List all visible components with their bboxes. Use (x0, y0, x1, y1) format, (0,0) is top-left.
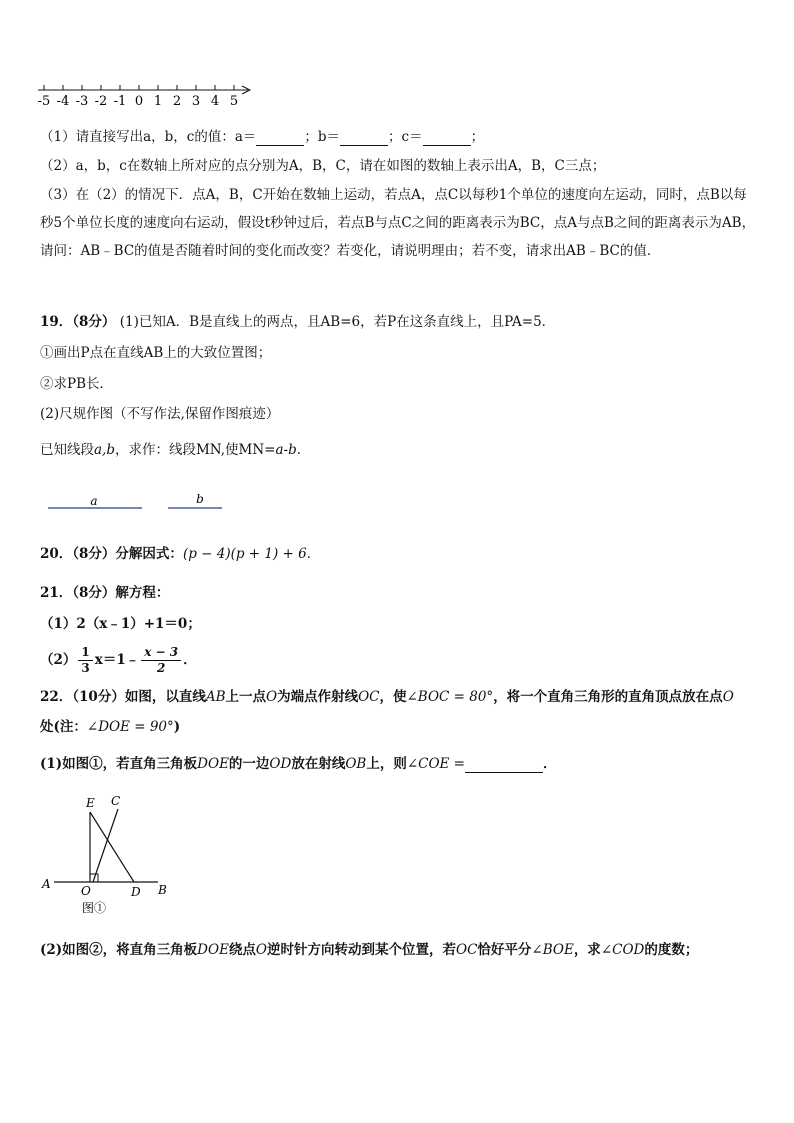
q19-given-end: ． (296, 442, 311, 458)
q22-p2-mid4: ，求 (573, 942, 601, 958)
q18-part1-end: ； (470, 129, 485, 145)
answer-blank-coe[interactable] (465, 758, 543, 773)
figure-1 (36, 790, 186, 920)
q22-note-prefix: 处(注： (40, 719, 87, 735)
q21-eq2 (40, 640, 760, 680)
q22-p2-boe: ∠BOE (531, 942, 574, 958)
number-line-tick-label: 4 (210, 94, 220, 109)
q21-heading: 21．（8分）解方程： (40, 585, 170, 601)
q22-p1-end: ． (543, 756, 557, 772)
q21-eq2-end: ． (183, 652, 197, 668)
q20 (40, 545, 760, 563)
number-line-tick-label: -3 (75, 94, 89, 109)
q22-p2-end: 的度数； (644, 942, 699, 958)
label-e: E (86, 796, 95, 810)
q20-heading: 20．（8分）分解因式： (40, 546, 183, 562)
q19-text: (1)已知A．B是直线上的两点，且AB=6，若P在这条直线上，且PA=5． (119, 314, 556, 330)
label-o: O (81, 884, 91, 898)
q22-boc: ∠BOC = 80° (406, 689, 494, 705)
fraction-numerator: 1 (78, 645, 92, 661)
ray-oc (93, 809, 118, 882)
number-line-tick-label: 3 (191, 94, 201, 109)
number-line-tick-label: 5 (229, 94, 239, 109)
segment-b-label: b (196, 492, 204, 506)
answer-blank-c[interactable] (423, 131, 471, 146)
q22-p2-cod: ∠COD (600, 942, 645, 958)
q22-t3: ，使 (379, 689, 407, 705)
number-line-tick-label: -2 (94, 94, 108, 109)
q22-heading (40, 688, 760, 706)
fraction-x-minus-3-over-2 (141, 645, 181, 676)
q22-p2-pre: (2)如图②，将直角三角板 (40, 942, 198, 958)
segment-a-label: a (90, 494, 98, 508)
number-line-tick-label: 0 (134, 94, 144, 109)
q19-segments (44, 488, 244, 514)
q22-oc: OC (358, 689, 380, 705)
q18-part1-a-label: （1）请直接写出a，b，c的值：a＝ (40, 129, 257, 145)
q22-o1: O (266, 689, 278, 705)
q22-p2-mid3: 恰好平分 (477, 942, 532, 958)
q19-given-expr: a-b (275, 442, 297, 458)
q19-given-ab: a,b (94, 442, 115, 458)
number-line-tick-label: -5 (37, 94, 51, 109)
number-line-ticks (38, 85, 238, 109)
q20-expression: (p − 4)(p + 1) + 6 (182, 546, 307, 562)
q20-end: ． (306, 546, 321, 562)
answer-blank-b[interactable] (340, 131, 388, 146)
q22-p1-pre: (1)如图①，若直角三角板 (40, 756, 198, 772)
q22-p2-doe: DOE (197, 942, 229, 958)
label-a: A (42, 877, 51, 891)
number-line-tick-label: -4 (56, 94, 70, 109)
q22-part1 (40, 755, 760, 773)
q22-p1-mid3: 上，则 (366, 756, 407, 772)
q22-t4: ，将一个直角三角形的直角顶点放在点 (493, 689, 723, 705)
fraction-one-third (78, 645, 92, 676)
q22-t1: 上一点 (225, 689, 266, 705)
q22-note-end: ) (173, 719, 181, 735)
q22-t2: 为端点作射线 (277, 689, 359, 705)
q21-eq2-prefix: （2） (40, 652, 77, 668)
q21-eq2-mid: x＝1﹣ (94, 652, 140, 668)
q22-p2-mid1: 绕点 (228, 942, 256, 958)
fraction-denominator: 2 (157, 661, 166, 675)
q22-p1-coe: ∠COE = (406, 756, 465, 772)
q22-note (40, 718, 760, 736)
q19-heading (40, 313, 760, 331)
number-line-tick-label: -1 (113, 94, 127, 109)
number-line-tick-label: 2 (172, 94, 182, 109)
q18-part1 (40, 128, 760, 146)
answer-blank-a[interactable] (256, 131, 304, 146)
q22-ab: AB (205, 689, 226, 705)
q22-o2: O (722, 689, 734, 705)
q18-part1-b-label: ；b＝ (304, 129, 341, 145)
q22-p1-mid2: 放在射线 (291, 756, 346, 772)
q19-sub1: ①画出P点在直线AB上的大致位置图； (40, 345, 272, 361)
q22-p2-o: O (255, 942, 267, 958)
q22-head: 22．（10分）如图，以直线 (40, 689, 206, 705)
q22-p2-mid2: 逆时针方向转动到某个位置，若 (267, 942, 456, 958)
figure-caption: 图① (82, 901, 107, 915)
fraction-numerator: x − 3 (141, 645, 181, 661)
label-b: B (158, 883, 167, 897)
q18-part1-c-label: ；c＝ (388, 129, 423, 145)
q19-given-mid: ，求作：线段MN,使MN= (114, 442, 276, 458)
q18-part3: （3）在（2）的情况下．点A，B，C开始在数轴上运动，若点A，点C以每秒1个单位的速度向左运动，同时，点B以每秒5个单位长度的速度向右运动，假设t秒钟过后，若点B与点C之间的距离表示为BC，点A与点B之间的距离表示为AB，请问：AB﹣BC的值是否随着时间的变化而改变？若变化，请说明理由；若不变，请求出AB﹣BC的值． (40, 187, 756, 259)
number-line-tick-label: 1 (153, 94, 163, 109)
q22-part2 (40, 941, 760, 959)
q19-given-prefix: 已知线段 (40, 442, 94, 458)
label-c: C (111, 794, 121, 808)
q22-p1-doe: DOE (197, 756, 229, 772)
q19-part2: (2)尺规作图（不写作法,保留作图痕迹） (40, 406, 280, 422)
q22-p1-ob: OB (345, 756, 367, 772)
q19-given (40, 441, 760, 459)
q22-p2-oc: OC (456, 942, 478, 958)
q19-sub2: ②求PB长． (40, 376, 114, 392)
fraction-denominator: 3 (81, 661, 90, 675)
label-d: D (131, 885, 141, 899)
q18-part2: （2）a，b，c在数轴上所对应的点分别为A，B，C，请在如图的数轴上表示出A，B，C三点； (40, 158, 606, 174)
q22-p1-mid1: 的一边 (228, 756, 270, 772)
q22-p1-od: OD (269, 756, 292, 772)
q21-eq1: （1）2（x﹣1）+1＝0； (40, 616, 201, 632)
q22-note-angle: ∠DOE = 90° (86, 719, 174, 735)
q19-number: 19．（8分） (40, 314, 116, 330)
number-line (36, 80, 258, 110)
